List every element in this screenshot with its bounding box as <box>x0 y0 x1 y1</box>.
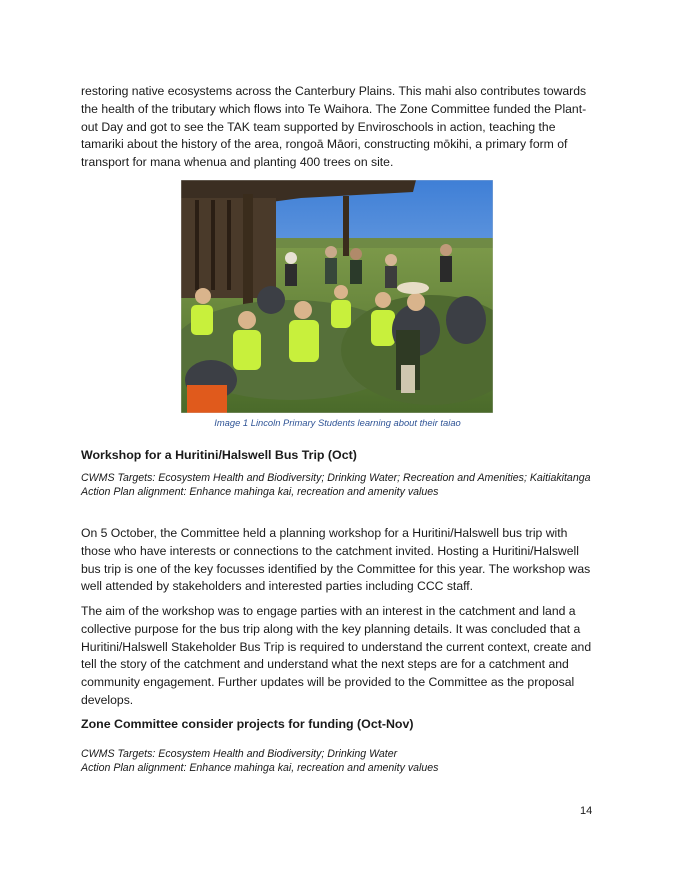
page-number: 14 <box>580 805 593 817</box>
cwms-targets: CWMS Targets: Ecosystem Health and Biodiversity; Drinking Water <box>81 748 398 760</box>
workshop-paragraph-2: The aim of the workshop was to engage parties with an interest in the catchment and land a collective purpose for the bus trip along with the key planning details. It was concluded that a Huritini/Halswell Stakeholder Bus Trip is required to understand the current context, create and tell the story of the catchment and understand what the next steps are for a catchment and community engagement. Further updates will be provided to the Committee as the proposal develops. <box>81 604 592 707</box>
cwms-targets: CWMS Targets: Ecosystem Health and Biodiversity; Drinking Water; Recreation and Amenities; Kaitiakitanga <box>81 472 591 484</box>
section-heading-workshop: Workshop for a Huritini/Halswell Bus Trip (Oct) <box>81 448 357 462</box>
workshop-paragraph-1: On 5 October, the Committee held a planning workshop for a Huritini/Halswell bus trip with those who have interests or connections to the catchment invited. Hosting a Huritini/Halswell bus trip is one of the key focusses identified by the Committee for this year. The workshop was well attended by stakeholders and interested parties including CCC staff. <box>81 526 591 594</box>
intro-paragraph: restoring native ecosystems across the Canterbury Plains. This mahi also contributes towards the health of the tributary which flows into Te Waihora. The Zone Committee funded the Plant-out Day and got to see the TAK team supported by Enviroschools in action, teaching the tamariki about the history of the area, rongoā Māori, constructing mōkihi, a primary form of transport for mana whenua and planting 400 trees on site. <box>81 84 587 170</box>
figure-caption: Image 1 Lincoln Primary Students learning about their taiao <box>214 417 461 428</box>
action-plan-alignment: Action Plan alignment: Enhance mahinga kai, recreation and amenity values <box>81 485 439 498</box>
section-meta-funding <box>81 748 591 775</box>
students-photo <box>181 180 493 413</box>
section-meta-workshop <box>81 472 591 499</box>
action-plan-alignment: Action Plan alignment: Enhance mahinga kai, recreation and amenity values <box>81 761 439 774</box>
section-heading-funding: Zone Committee consider projects for funding (Oct-Nov) <box>81 717 414 731</box>
